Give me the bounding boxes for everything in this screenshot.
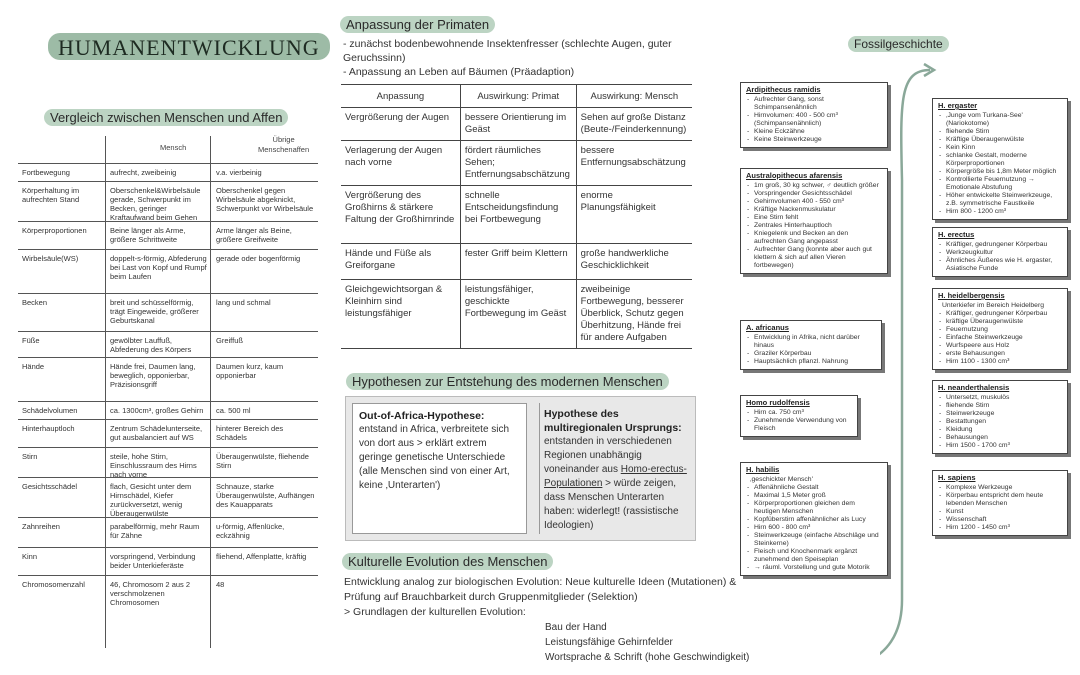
fossil-card <box>740 395 858 437</box>
list-item: - Körpergröße bis 1,8m Meter möglich <box>938 168 1062 176</box>
list-item: - Fleisch und Knochenmark ergänzt zunehmend den Speiseplan <box>746 548 882 564</box>
list-item: - Steinwerkzeuge <box>938 410 1062 418</box>
row-human: flach, Gesicht unter dem Hirnschädel, Kiefer zurückversetzt, wenig Überaugenwülste <box>110 482 192 518</box>
list-item: - Graziler Körperbau <box>746 350 876 358</box>
list-item: - Kräftiger, gedrungener Körperbau <box>938 310 1062 318</box>
row-ape: Schnauze, starke Überaugenwülste, Aufhängen des Kauapparats <box>216 482 315 509</box>
col-human: Mensch <box>160 143 187 152</box>
table-cell: Vergrößerung der Augen <box>341 108 460 141</box>
table-row <box>18 447 318 477</box>
list-item: - Kräftiger, gedrungener Körperbau <box>938 241 1062 249</box>
fossil-list <box>938 310 1062 366</box>
list-item: - erste Behausungen <box>938 350 1062 358</box>
table-row <box>18 477 318 517</box>
fossil-list <box>938 241 1062 273</box>
fossil-name: H. ergaster <box>938 101 978 110</box>
row-human: 46, Chromosom 2 aus 2 verschmolzenen Chromosomen <box>110 580 191 607</box>
table-cell: bessere Orientierung im Geäst <box>460 108 576 141</box>
list-item: - Aufrechter Gang (konnte aber auch gut klettern & sich auf allen Vieren fortbewegen) <box>746 246 882 270</box>
list-item: - Bestattungen <box>938 418 1062 426</box>
list-item: - schlanke Gestalt, moderne Körperproportionen <box>938 152 1062 168</box>
page-title: HUMANENTWICKLUNG <box>48 33 330 60</box>
table-row <box>18 547 318 575</box>
row-label: Fortbewegung <box>22 168 70 177</box>
row-label: Stirn <box>22 452 38 461</box>
row-label: Hände <box>22 362 45 371</box>
table-cell: Vergrößerung des Großhirns & stärkere Faltung der Großhirnrinde <box>341 186 460 244</box>
list-item: - 1m groß, 30 kg schwer, ♂ deutlich größer <box>746 182 882 190</box>
table-row <box>341 186 692 244</box>
fossil-card <box>740 82 888 148</box>
row-ape: lang und schmal <box>216 298 271 307</box>
table-row <box>18 293 318 331</box>
timeline-arrow-icon <box>880 60 940 660</box>
list-item: - Hirnvolumen: 400 - 500 cm³ (Schimpansenähnlich) <box>746 112 882 128</box>
list-item: - Gehirnvolumen 400 - 550 cm³ <box>746 198 882 206</box>
list-item: - ‚Junge vom Turkana-See' (Nariokotome) <box>938 112 1062 128</box>
hypotheses-heading: Hypothesen zur Entstehung des modernen Menschen <box>346 373 669 390</box>
table-row <box>18 357 318 401</box>
table-cell: große handwerkliche Geschicklichkeit <box>576 244 692 280</box>
list-item: - Kräftige Nackenmuskulatur <box>746 206 882 214</box>
fossil-name: H. heidelbergensis <box>938 291 1005 300</box>
list-item: - Hirn 1200 - 1450 cm³ <box>938 524 1062 532</box>
table-row <box>341 280 692 349</box>
row-human: steile, hohe Stirn, Einschlussraum des Hirns nach vorne <box>110 452 197 479</box>
primates-heading: Anpassung der Primaten <box>340 16 495 33</box>
row-human: Hände frei, Daumen lang, beweglich, opponierbar, Präzisionsgriff <box>110 362 196 389</box>
list-item: - Kein Kinn <box>938 144 1062 152</box>
primates-table <box>341 84 692 349</box>
fossil-name: H. erectus <box>938 230 975 239</box>
table-row <box>18 221 318 249</box>
row-human: parabelförmig, mehr Raum für Zähne <box>110 522 200 540</box>
row-label: Wirbelsäule(WS) <box>22 254 79 263</box>
fossil-name: A. africanus <box>746 323 789 332</box>
row-human: Beine länger als Arme, größere Schrittweite <box>110 226 186 244</box>
row-label: Schädelvolumen <box>22 406 78 415</box>
list-item: - Wurfspeere aus Holz <box>938 342 1062 350</box>
fossil-list <box>746 409 852 433</box>
list-item: - Kunst <box>938 508 1062 516</box>
list-item: Wortsprache & Schrift (hohe Geschwindigkeit) <box>545 652 750 663</box>
list-item: - fliehende Stirn <box>938 402 1062 410</box>
row-ape: Arme länger als Beine, größere Greifweite <box>216 226 292 244</box>
table-cell: Verlagerung der Augen nach vorne <box>341 141 460 186</box>
out-of-africa-title: Out-of-Africa-Hypothese: <box>359 410 485 422</box>
list-item: Bau der Hand <box>545 622 607 633</box>
list-item: - Hauptsächlich pflanzl. Nahrung <box>746 358 876 366</box>
primates-intro: - zunächst bodenbewohnende Insektenfresser (schlechte Augen, guter Geruchssinn) - Anpassung an Leben auf Bäumen (Präadaption) <box>343 38 672 78</box>
column-divider <box>105 136 106 648</box>
row-label: Zahnreihen <box>22 522 60 531</box>
list-item: Leistungsfähige Gehirnfelder <box>545 637 673 648</box>
table-header-cell: Auswirkung: Primat <box>460 85 576 108</box>
comparison-heading: Vergleich zwischen Menschen und Affen <box>44 109 288 126</box>
fossil-intro: Unterkiefer im Bereich Heidelberg <box>942 302 1044 309</box>
table-cell: zweibeinige Fortbewegung, besserer Überblick, Schutz gegen Überhitzung, Hände frei für andere Aufgaben <box>576 280 692 349</box>
list-item: - Zunehmende Verwendung von Fleisch <box>746 417 852 433</box>
fossil-heading: Fossilgeschichte <box>848 36 949 52</box>
row-label: Körperhaltung im aufrechten Stand <box>22 186 80 204</box>
row-human: Zentrum Schädelunterseite, gut ausbalanciert auf WS <box>110 424 203 442</box>
list-item: - Zentrales Hinterhauptloch <box>746 222 882 230</box>
table-row <box>18 163 318 181</box>
fossil-card <box>740 168 888 274</box>
list-item: - Steinwerkzeuge (einfache Abschläge und Steinkerne) <box>746 532 882 548</box>
row-ape: Oberschenkel gegen Wirbelsäule abgeknickt, Schwerpunkt vor Wirbelsäule <box>216 186 314 213</box>
row-label: Kinn <box>22 552 38 561</box>
list-item: - Untersetzt, muskulös <box>938 394 1062 402</box>
comparison-table <box>18 133 318 607</box>
comparison-rows <box>18 163 318 607</box>
row-human: ca. 1300cm³, großes Gehirn <box>110 406 204 415</box>
table-header-cell: Anpassung <box>341 85 460 108</box>
fossil-card <box>932 288 1068 370</box>
list-item: - Wissenschaft <box>938 516 1062 524</box>
list-item: - fliehende Stirn <box>938 128 1062 136</box>
culture-heading: Kulturelle Evolution des Menschen <box>342 553 553 570</box>
list-item: - Behausungen <box>938 434 1062 442</box>
list-item: - Ähnliches Äußeres wie H. ergaster, Asiatische Funde <box>938 257 1062 273</box>
list-item: - → räuml. Vorstellung und gute Motorik <box>746 564 882 572</box>
fossil-intro: ‚geschickter Mensch' <box>750 476 813 483</box>
table-cell: Hände und Füße als Greiforgane <box>341 244 460 280</box>
row-label: Gesichtsschädel <box>22 482 78 491</box>
list-item: - Aufrechter Gang, sonst Schimpansenähnlich <box>746 96 882 112</box>
fossil-card <box>932 470 1068 536</box>
row-ape: Daumen kurz, kaum opponierbar <box>216 362 284 380</box>
table-row <box>341 244 692 280</box>
row-ape: gerade oder bogenförmig <box>216 254 301 263</box>
fossil-card <box>740 320 882 370</box>
row-label: Körperproportionen <box>22 226 87 235</box>
list-item: - Keine Steinwerkzeuge <box>746 136 882 144</box>
fossil-list <box>938 394 1062 450</box>
table-row <box>18 401 318 419</box>
table-row <box>18 419 318 447</box>
fossil-name: H. habilis <box>746 465 780 474</box>
table-cell: schnelle Entscheidungsfindung bei Fortbewegung <box>460 186 576 244</box>
table-row <box>341 141 692 186</box>
table-row <box>18 249 318 293</box>
fossil-list <box>746 182 882 270</box>
list-item: - Kontrollierte Feuernutzung → Emotionale Abstufung <box>938 176 1062 192</box>
table-cell: fester Griff beim Klettern <box>460 244 576 280</box>
table-cell: Sehen auf große Distanz (Beute-/Feinderkennung) <box>576 108 692 141</box>
culture-text: Entwicklung analog zur biologischen Evolution: Neue kulturelle Ideen (Mutationen) & Prüfung auf Brauchbarkeit durch Gruppenmitglieder (Selektion) > Grundlagen der kulturellen Evolution: <box>344 576 737 618</box>
table-cell: fördert räumliches Sehen; Entfernungsabschätzung <box>460 141 576 186</box>
list-item: - Hirn 1500 - 1700 cm³ <box>938 442 1062 450</box>
row-ape: ca. 500 ml <box>216 406 251 415</box>
list-item: - Einfache Steinwerkzeuge <box>938 334 1062 342</box>
hypotheses-box <box>345 396 696 541</box>
row-human: aufrecht, zweibeinig <box>110 168 177 177</box>
multiregional-card <box>539 403 691 534</box>
fossil-list <box>938 484 1062 532</box>
row-ape: fliehend, Affenplatte, kräftig <box>216 552 307 561</box>
list-item: - Vorspringender Gesichtsschädel <box>746 190 882 198</box>
row-human: doppelt-s-förmig, Abfederung bei Last von Kopf und Rumpf beim Laufen <box>110 254 207 281</box>
row-label: Chromosomenzahl <box>22 580 85 589</box>
comparison-table-header <box>18 133 318 163</box>
fossil-list <box>938 112 1062 216</box>
table-row <box>18 575 318 607</box>
list-item: - Hirn 600 - 800 cm³ <box>746 524 882 532</box>
list-item: - Entwicklung in Afrika, nicht darüber hinaus <box>746 334 876 350</box>
table-cell: bessere Entfernungsabschätzung <box>576 141 692 186</box>
table-row <box>18 517 318 547</box>
row-label: Becken <box>22 298 48 307</box>
table-header-cell: Auswirkung: Mensch <box>576 85 692 108</box>
row-human: gewölbter Lauffuß, Abfederung des Körpers <box>110 336 192 354</box>
row-ape: Überaugenwülste, fliehende Stirn <box>216 452 309 470</box>
col-ape: Übrige Menschenaffen <box>258 135 310 154</box>
list-item: - Körperproportionen gleichen dem heutigen Menschen <box>746 500 882 516</box>
list-item: - Werkzeugkultur <box>938 249 1062 257</box>
list-item: - Kleidung <box>938 426 1062 434</box>
list-item: - Kleine Eckzähne <box>746 128 882 136</box>
fossil-name: H. sapiens <box>938 473 976 482</box>
table-cell: leistungsfähiger, geschickte Fortbewegung im Geäst <box>460 280 576 349</box>
list-item: - Komplexe Werkzeuge <box>938 484 1062 492</box>
culture-basics-list <box>545 620 749 665</box>
list-item: - Kopfüberstirn affenähnlicher als Lucy <box>746 516 882 524</box>
row-ape: u-förmig, Affenlücke, eckzähnig <box>216 522 285 540</box>
row-human: breit und schüsselförmig, trägt Eingeweide, größerer Geburtskanal <box>110 298 199 325</box>
table-row <box>18 331 318 357</box>
row-ape: v.a. vierbeinig <box>216 168 262 177</box>
list-item: - Maximal 1,5 Meter groß <box>746 492 882 500</box>
column-divider <box>210 136 211 648</box>
fossil-list <box>746 484 882 572</box>
fossil-name: Homo rudolfensis <box>746 398 810 407</box>
row-label: Hinterhauptloch <box>22 424 75 433</box>
fossil-list <box>746 96 882 144</box>
multiregional-text: entstanden in verschiedenen Regionen unabhängig voneinander aus Homo-erectus-Populationen > würde zeigen, dass Menschen Unterarten haben: widerlegt! (rassistische Ideologien) <box>544 436 687 531</box>
list-item: - Eine Stirn fehlt <box>746 214 882 222</box>
row-human: Oberschenkel&Wirbelsäule gerade, Schwerpunkt im Becken, geringer Kraftaufwand beim Gehen <box>110 186 201 222</box>
fossil-card <box>740 462 888 576</box>
fossil-card <box>932 98 1068 220</box>
fossil-card <box>932 227 1068 277</box>
fossil-name: H. neanderthalensis <box>938 383 1010 392</box>
table-row <box>18 181 318 221</box>
list-item: - Feuernutzung <box>938 326 1062 334</box>
fossil-card <box>932 380 1068 454</box>
list-item: - Hirn 800 - 1200 cm³ <box>938 208 1062 216</box>
list-item: - Kniegelenk und Becken an den aufrechten Gang angepasst <box>746 230 882 246</box>
list-item: - kräftige Überaugenwülste <box>938 318 1062 326</box>
list-item: - Kräftige Überaugenwülste <box>938 136 1062 144</box>
list-item: - Körperbau entspricht dem heute lebenden Menschen <box>938 492 1062 508</box>
table-row <box>341 108 692 141</box>
list-item: - Hirn ca. 750 cm³ <box>746 409 852 417</box>
row-label: Füße <box>22 336 40 345</box>
row-human: vorspringend, Verbindung beider Unterkieferäste <box>110 552 196 570</box>
row-ape: hinterer Bereich des Schädels <box>216 424 284 442</box>
fossil-name: Ardipithecus ramidis <box>746 85 821 94</box>
table-cell: enorme Planungsfähigkeit <box>576 186 692 244</box>
row-ape: 48 <box>216 580 225 589</box>
list-item: - Hirn 1100 - 1300 cm³ <box>938 358 1062 366</box>
fossil-name: Australopithecus afarensis <box>746 171 843 180</box>
multiregional-title: Hypothese des multiregionalen Ursprungs: <box>544 408 682 434</box>
out-of-africa-text: entstand in Africa, verbreitete sich von dort aus > erklärt extrem geringe genetische Unterschiede (alle Menschen sind von einer Art, keine ‚Unterarten') <box>359 424 510 491</box>
list-item: - Affenähnliche Gestalt <box>746 484 882 492</box>
row-ape: Greiffuß <box>216 336 243 345</box>
list-item: - Höher entwickelte Steinwerkzeuge, z.B. symmetrische Faustkeile <box>938 192 1062 208</box>
table-cell: Gleichgewichtsorgan & Kleinhirn sind leistungsfähiger <box>341 280 460 349</box>
out-of-africa-card <box>352 403 527 534</box>
fossil-list <box>746 334 876 366</box>
